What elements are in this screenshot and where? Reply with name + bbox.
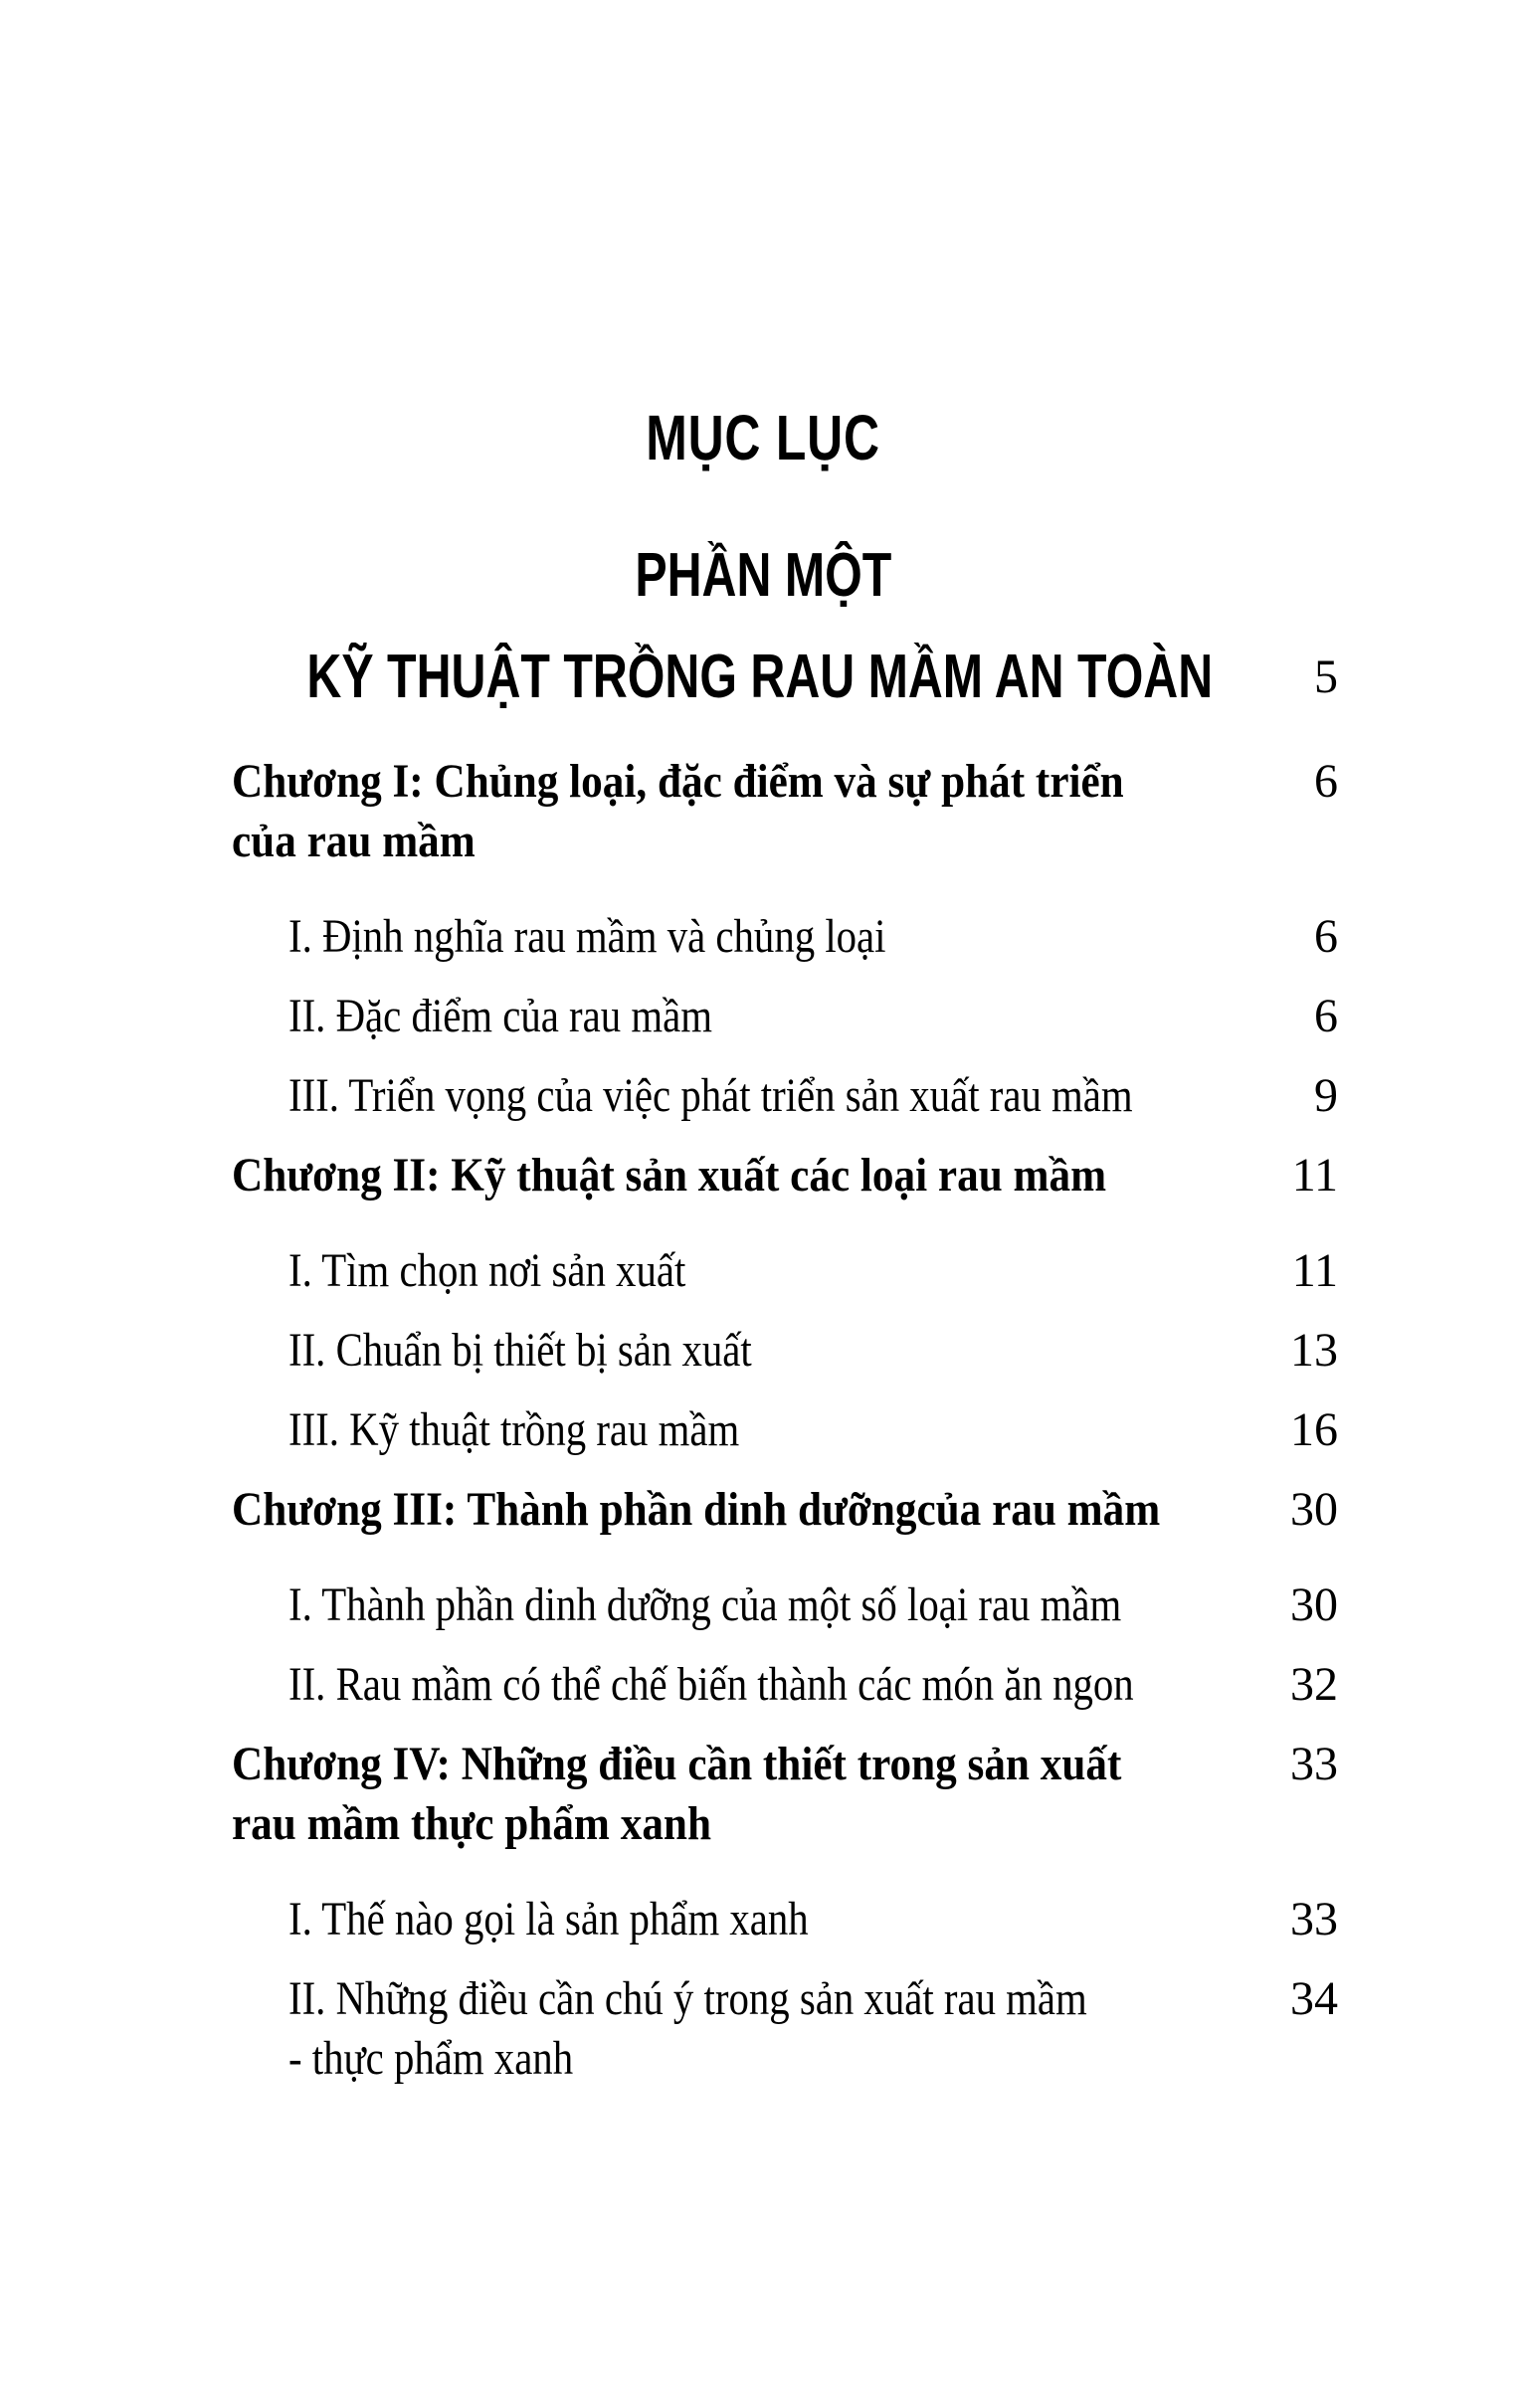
toc-entry-line	[288, 987, 1209, 1046]
toc-entry-line-text: III. Kỹ thuật trồng rau mầm	[288, 1403, 740, 1456]
toc-entry-page-number: 32	[1290, 1658, 1338, 1711]
toc-entry-line-text: của rau mầm	[232, 815, 476, 867]
part-label-text: PHẦN MỘT	[635, 541, 892, 610]
page-title	[0, 402, 1527, 473]
toc-entry-line-text: I. Thế nào gọi là sản phẩm xanh	[288, 1893, 809, 1945]
toc-list	[232, 752, 1338, 2109]
toc-entry-page-number: 6	[1314, 990, 1338, 1042]
toc-entry-page-number: 11	[1291, 1149, 1338, 1202]
toc-entry-line-text: Chương I: Chủng loại, đặc điểm và sự phát triển	[232, 755, 1124, 808]
part-title	[179, 642, 1338, 713]
toc-entry-line-text: Chương III: Thành phần dinh dưỡngcủa rau mầm	[232, 1483, 1161, 1536]
toc-entry	[232, 1146, 1338, 1205]
toc-entry-page-number: 13	[1290, 1324, 1338, 1377]
toc-entry	[288, 1890, 1338, 1949]
toc-entry-line	[288, 1890, 1209, 1949]
toc-entry	[288, 907, 1338, 967]
toc-entry-page-number: 33	[1290, 1893, 1338, 1945]
toc-entry-page-number: 30	[1290, 1483, 1338, 1536]
toc-entry-line	[232, 752, 1209, 812]
toc-entry-text	[288, 1969, 1209, 2089]
toc-entry	[288, 987, 1338, 1046]
toc-entry	[288, 1321, 1338, 1381]
toc-entry-text	[232, 1735, 1209, 1854]
toc-entry-text	[232, 1480, 1209, 1540]
toc-entry-text	[288, 1066, 1209, 1126]
toc-entry-page-number: 11	[1291, 1244, 1338, 1297]
toc-entry-line-text: III. Triển vọng của việc phát triển sản xuất rau mầm	[288, 1069, 1133, 1122]
toc-entry-text	[232, 1146, 1209, 1205]
toc-entry-text	[288, 1400, 1209, 1460]
toc-entry-page-number: 6	[1314, 910, 1338, 963]
toc-entry-text	[288, 1890, 1209, 1949]
toc-entry-page-number: 9	[1314, 1069, 1338, 1122]
toc-entry-page-number: 30	[1290, 1578, 1338, 1631]
toc-entry-line-text: I. Định nghĩa rau mầm và chủng loại	[288, 910, 886, 963]
toc-entry	[288, 1969, 1338, 2089]
toc-entry-line-text: II. Rau mầm có thể chế biến thành các món ăn ngon	[288, 1658, 1134, 1711]
toc-entry-text	[232, 752, 1209, 871]
toc-entry-text	[288, 907, 1209, 967]
part-label	[0, 541, 1527, 610]
toc-entry-line-text: II. Đặc điểm của rau mầm	[288, 990, 712, 1042]
toc-entry	[288, 1241, 1338, 1301]
toc-entry-page-number: 6	[1314, 755, 1338, 808]
toc-entry-line	[288, 1321, 1209, 1381]
toc-entry-page-number: 16	[1290, 1403, 1338, 1456]
toc-entry-line	[288, 1066, 1209, 1126]
page-title-text: MỤC LỤC	[646, 402, 881, 473]
toc-entry-text	[288, 1241, 1209, 1301]
toc-entry	[232, 752, 1338, 871]
toc-entry-line-text: Chương IV: Những điều cần thiết trong sản xuất	[232, 1738, 1122, 1790]
toc-entry-line	[288, 907, 1209, 967]
toc-entry-line-text: Chương II: Kỹ thuật sản xuất các loại rau mầm	[232, 1149, 1107, 1202]
part-title-text: KỸ THUẬT TRỒNG RAU MẦM AN TOÀN	[306, 643, 1214, 711]
toc-entry	[288, 1575, 1338, 1635]
toc-entry-line-text: I. Tìm chọn nơi sản xuất	[288, 1244, 686, 1297]
toc-entry-line	[288, 1655, 1209, 1715]
toc-entry-page-number: 34	[1290, 1972, 1338, 2025]
toc-entry-text	[288, 1575, 1209, 1635]
toc-entry-line	[288, 2029, 1209, 2089]
toc-entry-line-text: rau mầm thực phẩm xanh	[232, 1797, 711, 1850]
toc-entry-text	[288, 1655, 1209, 1715]
toc-entry-line	[288, 1969, 1209, 2029]
toc-entry-text	[288, 987, 1209, 1046]
part-page-number: 5	[1314, 650, 1338, 703]
toc-entry-line-text: I. Thành phần dinh dưỡng của một số loại rau mầm	[288, 1578, 1122, 1631]
toc-entry	[288, 1655, 1338, 1715]
toc-entry-line	[232, 812, 1209, 871]
toc-entry-line-text: II. Những điều cần chú ý trong sản xuất rau mầm	[288, 1972, 1087, 2025]
toc-entry-page-number: 33	[1290, 1738, 1338, 1790]
toc-entry	[288, 1400, 1338, 1460]
toc-entry	[232, 1735, 1338, 1854]
toc-entry-line	[232, 1146, 1209, 1205]
toc-entry-line-text: - thực phẩm xanh	[288, 2032, 574, 2085]
toc-entry-line	[232, 1735, 1209, 1794]
toc-entry-text	[288, 1321, 1209, 1381]
toc-entry-line	[232, 1794, 1209, 1854]
part-title-row	[0, 642, 1527, 713]
toc-entry	[232, 1480, 1338, 1540]
toc-entry-line	[232, 1480, 1209, 1540]
toc-entry-line	[288, 1241, 1209, 1301]
toc-entry-line-text: II. Chuẩn bị thiết bị sản xuất	[288, 1324, 752, 1377]
toc-entry-line	[288, 1575, 1209, 1635]
toc-entry-line	[288, 1400, 1209, 1460]
toc-entry	[288, 1066, 1338, 1126]
